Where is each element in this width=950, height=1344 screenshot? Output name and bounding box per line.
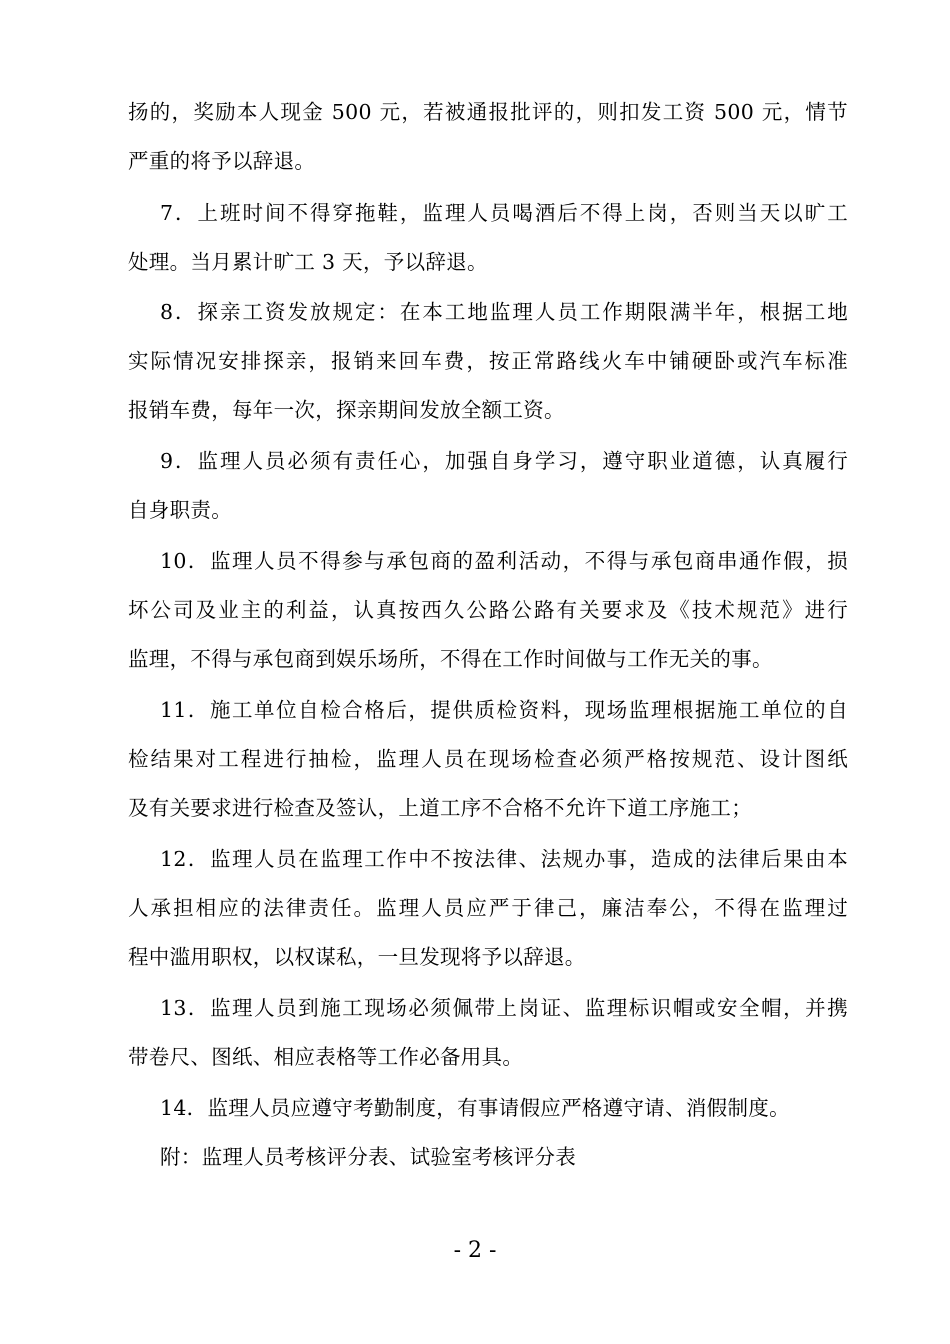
text-line: 程中滥用职权，以权谋私，一旦发现将予以辞退。 bbox=[128, 945, 586, 969]
text-line: 报销车费，每年一次，探亲期间发放全额工资。 bbox=[128, 398, 565, 422]
text-line: 人承担相应的法律责任。监理人员应严于律己，廉洁奉公，不得在监理过 bbox=[128, 896, 848, 920]
text-line: 10．监理人员不得参与承包商的盈利活动，不得与承包商串通作假，损 bbox=[160, 549, 848, 573]
text-line: 13．监理人员到施工现场必须佩带上岗证、监理标识帽或安全帽，并携 bbox=[160, 996, 848, 1020]
text-line: 11．施工单位自检合格后，提供质检资料，现场监理根据施工单位的自 bbox=[160, 698, 848, 722]
text-line: 坏公司及业主的利益，认真按西久公路公路有关要求及《技术规范》进行 bbox=[128, 598, 848, 622]
text-line: 自身职责。 bbox=[128, 498, 232, 522]
text-line: 严重的将予以辞退。 bbox=[128, 149, 316, 173]
text-line: 8．探亲工资发放规定：在本工地监理人员工作期限满半年，根据工地 bbox=[160, 300, 848, 324]
page-number: - 2 - bbox=[453, 1238, 497, 1263]
text-line: 9．监理人员必须有责任心，加强自身学习，遵守职业道德，认真履行 bbox=[160, 449, 848, 473]
text-line: 12．监理人员在监理工作中不按法律、法规办事，造成的法律后果由本 bbox=[160, 847, 848, 871]
text-line: 检结果对工程进行抽检，监理人员在现场检查必须严格按规范、设计图纸 bbox=[128, 747, 848, 771]
text-line: 14．监理人员应遵守考勤制度，有事请假应严格遵守请、消假制度。 bbox=[160, 1096, 790, 1120]
text-line: 带卷尺、图纸、相应表格等工作必备用具。 bbox=[128, 1045, 524, 1069]
text-line: 实际情况安排探亲，报销来回车费，按正常路线火车中铺硬卧或汽车标准 bbox=[128, 349, 848, 373]
text-line: 扬的，奖励本人现金 500 元，若被通报批评的，则扣发工资 500 元，情节 bbox=[128, 100, 848, 124]
text-line: 及有关要求进行检查及签认，上道工序不合格不允许下道工序施工； bbox=[128, 796, 752, 820]
text-line: 附：监理人员考核评分表、试验室考核评分表 bbox=[160, 1145, 576, 1169]
text-line: 监理，不得与承包商到娱乐场所，不得在工作时间做与工作无关的事。 bbox=[128, 647, 773, 671]
text-line: 7．上班时间不得穿拖鞋，监理人员喝酒后不得上岗，否则当天以旷工 bbox=[160, 201, 848, 225]
text-line: 处理。当月累计旷工 3 天，予以辞退。 bbox=[128, 250, 488, 274]
